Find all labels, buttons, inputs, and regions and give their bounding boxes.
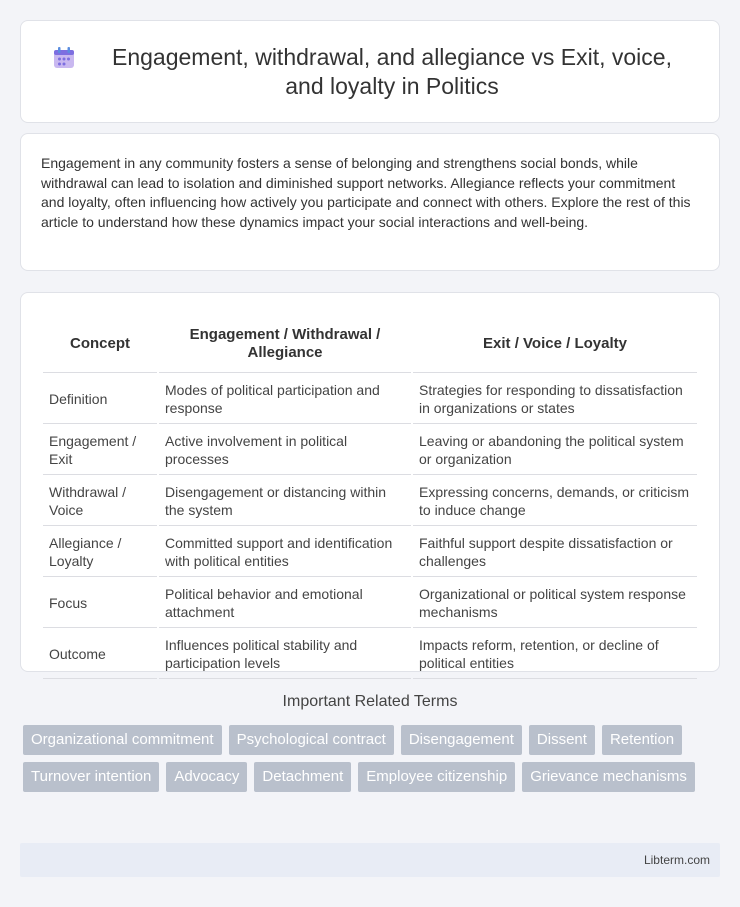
tag-retention[interactable]: Retention xyxy=(602,725,682,755)
calendar-icon xyxy=(51,45,77,71)
comparison-table xyxy=(41,313,699,681)
header-engagement: Engagement / Withdrawal / Allegiance xyxy=(159,315,411,373)
intro-paragraph: Engagement in any community fosters a sense of belonging and strengthens social bonds, while withdrawal can lead to isolation and diminished support networks. Allegiance reflects your commitment and loyalty, often influencing how actively you participate and connect with others. Explore the rest of this article to understand how these dynamics impact your social interactions and well-being. xyxy=(41,155,691,230)
footer-brand-link[interactable]: Libterm.com xyxy=(643,853,710,867)
footer xyxy=(20,843,720,877)
header-exit: Exit / Voice / Loyalty xyxy=(413,315,697,373)
table-cell: Committed support and identification with political entities xyxy=(159,528,411,577)
header-concept: Concept xyxy=(43,315,157,373)
table-cell: Expressing concerns, demands, or criticism to induce change xyxy=(413,477,697,526)
tag-advocacy[interactable]: Advocacy xyxy=(166,762,247,792)
tag-disengagement[interactable]: Disengagement xyxy=(401,725,522,755)
table-cell: Impacts reform, retention, or decline of political entities xyxy=(413,630,697,679)
table-cell: Withdrawal / Voice xyxy=(43,477,157,526)
table-cell: Faithful support despite dissatisfaction or challenges xyxy=(413,528,697,577)
related-terms-list xyxy=(23,725,703,792)
table-row xyxy=(43,375,697,424)
table-cell: Political behavior and emotional attachment xyxy=(159,579,411,628)
tag-employee-citizenship[interactable]: Employee citizenship xyxy=(358,762,515,792)
table-cell: Engagement / Exit xyxy=(43,426,157,475)
table-cell: Influences political stability and participation levels xyxy=(159,630,411,679)
table-cell: Definition xyxy=(43,375,157,424)
table-row xyxy=(43,426,697,475)
table-cell: Modes of political participation and response xyxy=(159,375,411,424)
related-terms-heading: Important Related Terms xyxy=(282,693,458,710)
table-cell: Strategies for responding to dissatisfaction in organizations or states xyxy=(413,375,697,424)
title-card xyxy=(20,20,720,123)
table-cell: Organizational or political system response mechanisms xyxy=(413,579,697,628)
table-cell: Outcome xyxy=(43,630,157,679)
table-row xyxy=(43,528,697,577)
table-row xyxy=(43,579,697,628)
table-cell: Active involvement in political processes xyxy=(159,426,411,475)
page-title: Engagement, withdrawal, and allegiance vs Exit, voice, and loyalty in Politics xyxy=(112,43,672,99)
table-row xyxy=(43,477,697,526)
table-row xyxy=(43,630,697,679)
tag-turnover-intention[interactable]: Turnover intention xyxy=(23,762,159,792)
tag-organizational-commitment[interactable]: Organizational commitment xyxy=(23,725,222,755)
table-cell: Leaving or abandoning the political system or organization xyxy=(413,426,697,475)
tag-grievance-mechanisms[interactable]: Grievance mechanisms xyxy=(522,762,695,792)
tag-psychological-contract[interactable]: Psychological contract xyxy=(229,725,394,755)
table-header-row xyxy=(43,315,697,373)
table-cell: Focus xyxy=(43,579,157,628)
tag-dissent[interactable]: Dissent xyxy=(529,725,595,755)
table-cell: Disengagement or distancing within the system xyxy=(159,477,411,526)
tag-detachment[interactable]: Detachment xyxy=(254,762,351,792)
table-cell: Allegiance / Loyalty xyxy=(43,528,157,577)
comparison-card xyxy=(20,292,720,672)
intro-card xyxy=(20,133,720,271)
